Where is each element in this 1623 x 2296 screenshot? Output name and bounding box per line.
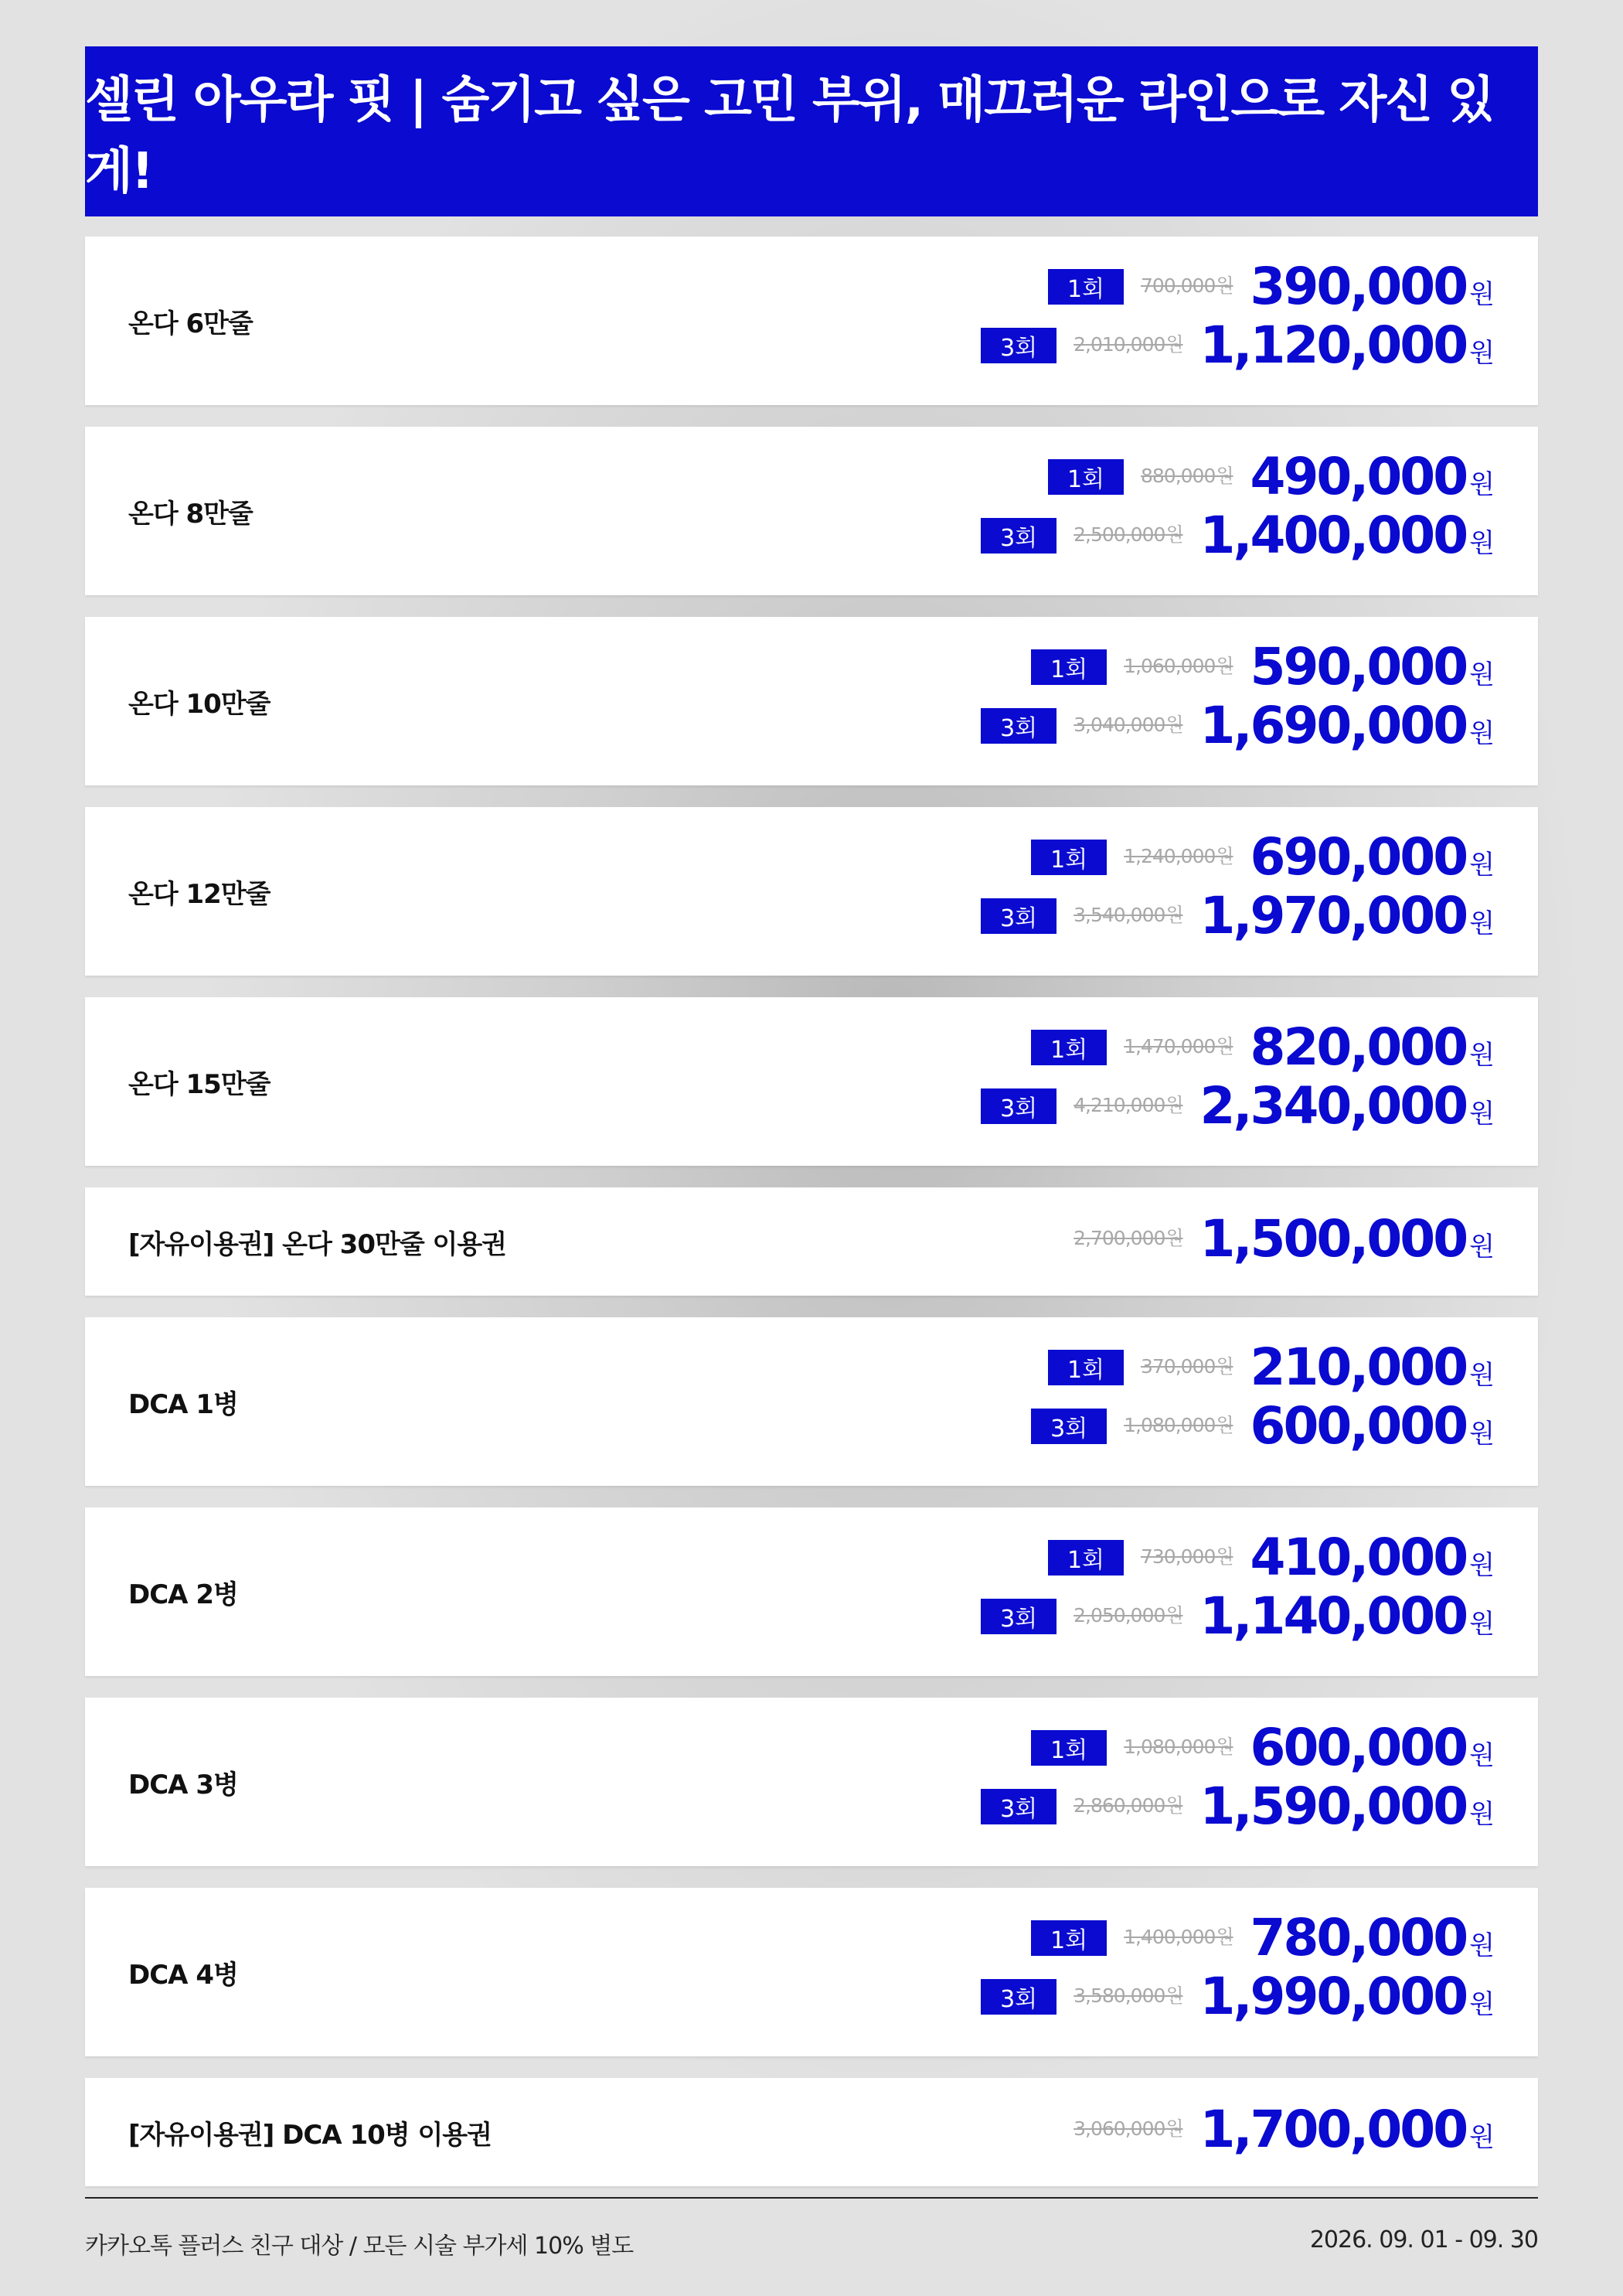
- price-line: [1031, 1718, 1495, 1777]
- currency-unit: 원: [1469, 1609, 1495, 1640]
- sale-price: 820,000: [1250, 1017, 1467, 1077]
- session-badge: 3회: [981, 518, 1056, 554]
- session-badge: 3회: [981, 328, 1056, 363]
- currency-unit: 원: [1469, 1989, 1495, 2020]
- original-price: 2,700,000원: [1073, 1227, 1183, 1249]
- currency-unit: 원: [1469, 718, 1495, 749]
- currency-unit: 원: [1469, 2122, 1495, 2153]
- price-line: [981, 1777, 1495, 1836]
- session-badge: 3회: [981, 1789, 1056, 1824]
- price-line: [981, 506, 1495, 565]
- price-line: [981, 1076, 1495, 1136]
- treatment-name: DCA 2병: [128, 1579, 238, 1610]
- price-line: [981, 315, 1495, 375]
- price-row: [85, 237, 1538, 405]
- sale-price: 600,000: [1250, 1718, 1467, 1777]
- treatment-name: 온다 12만줄: [128, 878, 270, 910]
- price-group: [981, 447, 1495, 565]
- session-badge: 1회: [1048, 459, 1124, 495]
- session-badge: 1회: [1031, 1920, 1107, 1956]
- sale-price: 690,000: [1250, 827, 1467, 887]
- currency-unit: 원: [1469, 1740, 1495, 1771]
- treatment-name: 온다 6만줄: [128, 308, 253, 339]
- sale-price: 390,000: [1250, 257, 1467, 316]
- price-group: [981, 1017, 1495, 1136]
- treatment-name: [자유이용권] DCA 10병 이용권: [128, 2119, 492, 2151]
- treatment-name: 온다 8만줄: [128, 498, 253, 530]
- session-badge: 3회: [981, 708, 1056, 744]
- sale-price: 1,590,000: [1199, 1777, 1467, 1836]
- session-badge: 1회: [1031, 1730, 1107, 1766]
- price-row: [85, 1888, 1538, 2056]
- currency-unit: 원: [1469, 528, 1495, 559]
- footer-note: 카카오톡 플러스 친구 대상 / 모든 시술 부가세 10% 별도: [85, 2233, 634, 2260]
- sale-price: 1,990,000: [1199, 1967, 1467, 2026]
- currency-unit: 원: [1469, 850, 1495, 881]
- currency-unit: 원: [1469, 1419, 1495, 1449]
- treatment-name: DCA 4병: [128, 1959, 238, 1991]
- original-price: 1,470,000원: [1124, 1035, 1233, 1058]
- price-line: [1031, 1396, 1495, 1456]
- price-group: [981, 637, 1495, 755]
- price-line: [1031, 1908, 1495, 1967]
- price-row: [85, 427, 1538, 595]
- currency-unit: 원: [1469, 1231, 1495, 1262]
- price-group: [981, 257, 1495, 375]
- price-row: [85, 1317, 1538, 1486]
- sale-price: 1,970,000: [1199, 886, 1467, 945]
- sale-price: 1,700,000: [1199, 2100, 1467, 2159]
- currency-unit: 원: [1469, 1360, 1495, 1391]
- sale-price: 2,340,000: [1199, 1076, 1467, 1136]
- session-badge: 3회: [981, 1979, 1056, 2015]
- price-line: [1048, 257, 1495, 316]
- currency-unit: 원: [1469, 1930, 1495, 1961]
- original-price: 880,000원: [1140, 465, 1233, 487]
- original-price: 3,580,000원: [1073, 1984, 1183, 2007]
- price-line: [981, 1967, 1495, 2026]
- treatment-name: 온다 15만줄: [128, 1068, 270, 1100]
- original-price: 2,500,000원: [1073, 523, 1183, 546]
- original-price: 1,080,000원: [1124, 1414, 1233, 1436]
- original-price: 3,040,000원: [1073, 714, 1183, 736]
- footer-period: 2026. 09. 01 - 09. 30: [1309, 2226, 1538, 2253]
- price-line: [981, 696, 1495, 755]
- sale-price: 590,000: [1250, 637, 1467, 697]
- price-group: [981, 1908, 1495, 2026]
- price-line: [1048, 1528, 1495, 1587]
- price-line: [1073, 2100, 1495, 2159]
- session-badge: 1회: [1031, 649, 1107, 685]
- original-price: 4,210,000원: [1073, 1094, 1183, 1116]
- currency-unit: 원: [1469, 659, 1495, 690]
- original-price: 3,060,000원: [1073, 2117, 1183, 2140]
- price-group: [981, 1718, 1495, 1836]
- treatment-name: DCA 1병: [128, 1388, 238, 1420]
- price-line: [981, 1586, 1495, 1646]
- treatment-name: 온다 10만줄: [128, 688, 270, 720]
- sale-price: 490,000: [1250, 447, 1467, 506]
- price-group: [981, 827, 1495, 945]
- price-row: [85, 997, 1538, 1166]
- price-line: [1031, 1017, 1495, 1077]
- price-line: [981, 886, 1495, 945]
- session-badge: 3회: [981, 898, 1056, 934]
- session-badge: 3회: [981, 1088, 1056, 1124]
- session-badge: 3회: [1031, 1409, 1107, 1444]
- sale-price: 1,500,000: [1199, 1209, 1467, 1269]
- price-row: [85, 617, 1538, 785]
- original-price: 700,000원: [1140, 274, 1233, 297]
- currency-unit: 원: [1469, 469, 1495, 500]
- price-list: [85, 237, 1538, 2208]
- original-price: 2,860,000원: [1073, 1794, 1183, 1817]
- original-price: 2,010,000원: [1073, 333, 1183, 356]
- treatment-name: DCA 3병: [128, 1769, 238, 1800]
- currency-unit: 원: [1469, 1799, 1495, 1830]
- treatment-name: [자유이용권] 온다 30만줄 이용권: [128, 1228, 507, 1260]
- price-group: [1073, 2100, 1495, 2159]
- currency-unit: 원: [1469, 1550, 1495, 1581]
- original-price: 1,240,000원: [1124, 845, 1233, 867]
- currency-unit: 원: [1469, 1040, 1495, 1071]
- page-title-banner: [85, 46, 1538, 216]
- price-line: [1048, 1337, 1495, 1397]
- session-badge: 3회: [981, 1599, 1056, 1634]
- sale-price: 1,120,000: [1199, 315, 1467, 375]
- original-price: 730,000원: [1140, 1545, 1233, 1568]
- page-title: 셀린 아우라 핏 | 숨기고 싶은 고민 부위, 매끄러운 라인으로 자신 있게!: [85, 72, 1494, 200]
- session-badge: 1회: [1048, 1540, 1124, 1576]
- sale-price: 210,000: [1250, 1337, 1467, 1397]
- original-price: 1,060,000원: [1124, 655, 1233, 677]
- currency-unit: 원: [1469, 338, 1495, 369]
- price-line: [1031, 827, 1495, 887]
- price-line: [1031, 637, 1495, 697]
- price-line: [1073, 1209, 1495, 1269]
- sale-price: 1,140,000: [1199, 1586, 1467, 1646]
- original-price: 2,050,000원: [1073, 1604, 1183, 1627]
- price-row: [85, 1698, 1538, 1866]
- original-price: 1,080,000원: [1124, 1736, 1233, 1758]
- price-row: [85, 2078, 1538, 2186]
- sale-price: 600,000: [1250, 1396, 1467, 1456]
- original-price: 370,000원: [1140, 1355, 1233, 1378]
- price-group: [1073, 1209, 1495, 1269]
- sale-price: 1,690,000: [1199, 696, 1467, 755]
- sale-price: 780,000: [1250, 1908, 1467, 1967]
- currency-unit: 원: [1469, 908, 1495, 939]
- sale-price: 410,000: [1250, 1528, 1467, 1587]
- price-row: [85, 1507, 1538, 1676]
- session-badge: 1회: [1048, 1350, 1124, 1385]
- session-badge: 1회: [1031, 1030, 1107, 1065]
- sale-price: 1,400,000: [1199, 506, 1467, 565]
- session-badge: 1회: [1048, 269, 1124, 305]
- currency-unit: 원: [1469, 1099, 1495, 1129]
- price-line: [1048, 447, 1495, 506]
- original-price: 3,540,000원: [1073, 904, 1183, 926]
- price-group: [981, 1528, 1495, 1646]
- price-row: [85, 1187, 1538, 1296]
- price-row: [85, 807, 1538, 976]
- footer-divider: [85, 2197, 1538, 2199]
- currency-unit: 원: [1469, 279, 1495, 310]
- session-badge: 1회: [1031, 840, 1107, 875]
- price-group: [1031, 1337, 1495, 1456]
- original-price: 1,400,000원: [1124, 1926, 1233, 1948]
